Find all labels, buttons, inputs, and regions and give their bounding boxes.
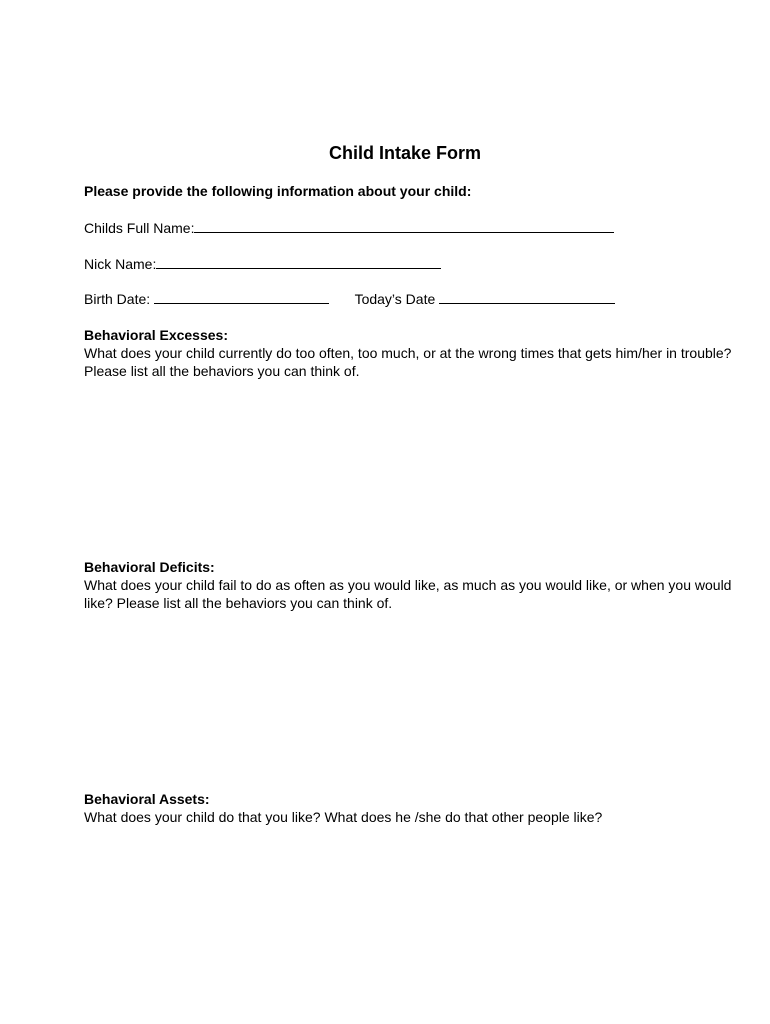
full-name-field[interactable] xyxy=(194,219,614,233)
birth-date-field[interactable] xyxy=(154,290,329,304)
nick-name-row xyxy=(84,255,441,272)
behavioral-deficits-section xyxy=(84,558,734,612)
nick-name-label: Nick Name: xyxy=(84,256,157,272)
behavioral-assets-heading: Behavioral Assets: xyxy=(84,791,210,807)
form-intro: Please provide the following information about your child: xyxy=(84,183,472,199)
behavioral-excesses-prompt: What does your child currently do too often, too much, or at the wrong times that gets him/her in trouble? Please list all the behaviors you can think of. xyxy=(84,345,732,379)
todays-date-field[interactable] xyxy=(439,290,615,304)
behavioral-excesses-heading: Behavioral Excesses: xyxy=(84,327,228,343)
form-title: Child Intake Form xyxy=(328,143,481,163)
dates-row xyxy=(84,290,615,307)
behavioral-assets-prompt: What does your child do that you like? What does he /she do that other people like? xyxy=(84,809,603,825)
behavioral-excesses-section xyxy=(84,326,734,380)
behavioral-deficits-prompt: What does your child fail to do as often as you would like, as much as you would like, or when you would like? Please list all the behaviors you can think of. xyxy=(84,577,732,611)
full-name-row xyxy=(84,219,614,236)
behavioral-assets-section xyxy=(84,790,734,826)
nick-name-field[interactable] xyxy=(156,255,441,269)
full-name-label: Childs Full Name: xyxy=(84,220,195,236)
behavioral-deficits-heading: Behavioral Deficits: xyxy=(84,559,215,575)
birth-date-label: Birth Date: xyxy=(84,291,151,307)
todays-date-label: Today’s Date xyxy=(354,291,436,307)
